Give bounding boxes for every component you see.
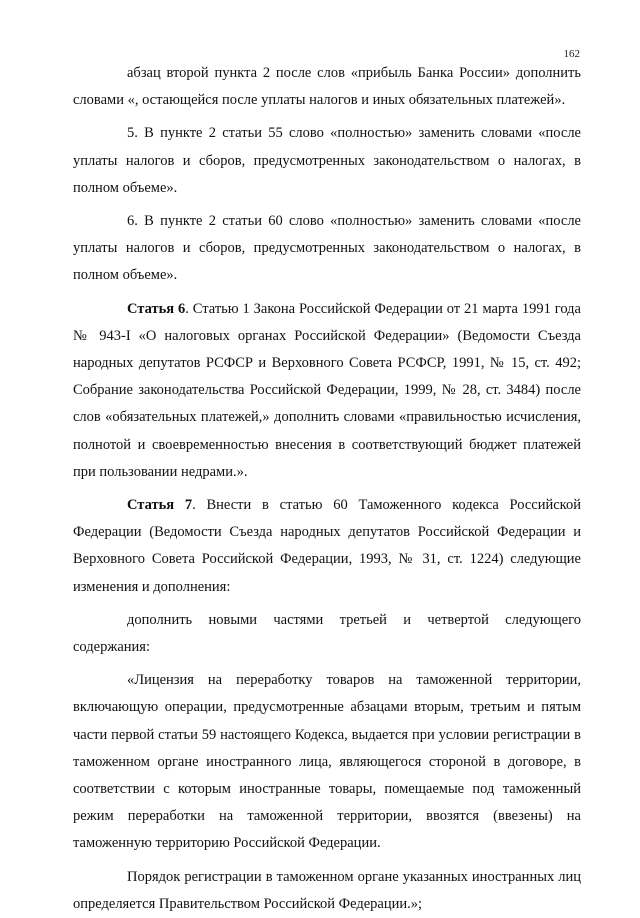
paragraph-text: . Статью 1 Закона Российской Федерации от 21 марта 1991 года № 943-I «О налоговых органах Российской Федерации» (Ведомости Съезда народных депутатов РСФСР и Верховного Совета РСФСР, 1991, № 15, ст. 492; Собрание законодательства Российской Федерации, 1999, № 28, ст. 3484) после слов «обязательных платежей,» дополнить словами «правильностью исчисления, полнотой и своевременностью внесения в соответствующий бюджет платежей при пользовании недрами.». xyxy=(73,300,581,480)
paragraph-article-7 xyxy=(73,492,581,601)
paragraph-text: «Лицензия на переработку товаров на таможенной территории, включающую операции, предусмотренные абзацами вторым, третьим и пятым части первой статьи 59 настоящего Кодекса, выдается при условии регистрации в таможенном органе иностранного лица, являющегося стороной в договоре, в соответствии с которым иностранные товары, помещаемые под таможенный режим переработки на таможенной территории, ввозятся (ввезены) на таможенную территорию Российской Федерации. xyxy=(73,672,581,852)
paragraph-text: 6. В пункте 2 статьи 60 слово «полностью» заменить словами «после уплаты налогов и сборов, предусмотренных законодательством о налогах, в полном объеме». xyxy=(73,213,581,284)
paragraph-text: дополнить новыми частями третьей и четвертой следующего содержания: xyxy=(73,611,581,656)
paragraph-text: Порядок регистрации в таможенном органе указанных иностранных лиц определяется Правительством Российской Федерации.»; xyxy=(73,868,581,912)
article-heading: Статья 7 xyxy=(127,497,193,514)
paragraph-addition-instruction xyxy=(73,607,581,661)
paragraph-text: 5. В пункте 2 статьи 55 слово «полностью» заменить словами «после уплаты налогов и сборов, предусмотренных законодательством о налогах, в полном объеме». xyxy=(73,125,581,196)
document-body xyxy=(73,60,581,918)
paragraph-text: . Внести в статью 60 Таможенного кодекса Российской Федерации (Ведомости Съезда народных депутатов Российской Федерации и Верховного Совета Российской Федерации, 1993, № 31, ст. 1224) следующие изменения и дополнения: xyxy=(73,497,581,595)
paragraph-point-6 xyxy=(73,208,581,290)
page-number: 162 xyxy=(563,48,580,60)
paragraph-article-6 xyxy=(73,296,581,486)
paragraph-point-5 xyxy=(73,120,581,202)
paragraph-text: абзац второй пункта 2 после слов «прибыль Банка России» дополнить словами «, остающейся после уплаты налогов и иных обязательных платежей». xyxy=(73,65,581,109)
article-heading: Статья 6 xyxy=(127,300,186,317)
paragraph-abzac-vtoroy xyxy=(73,60,581,114)
paragraph-license-rule xyxy=(73,667,581,857)
paragraph-registration-procedure xyxy=(73,864,581,918)
